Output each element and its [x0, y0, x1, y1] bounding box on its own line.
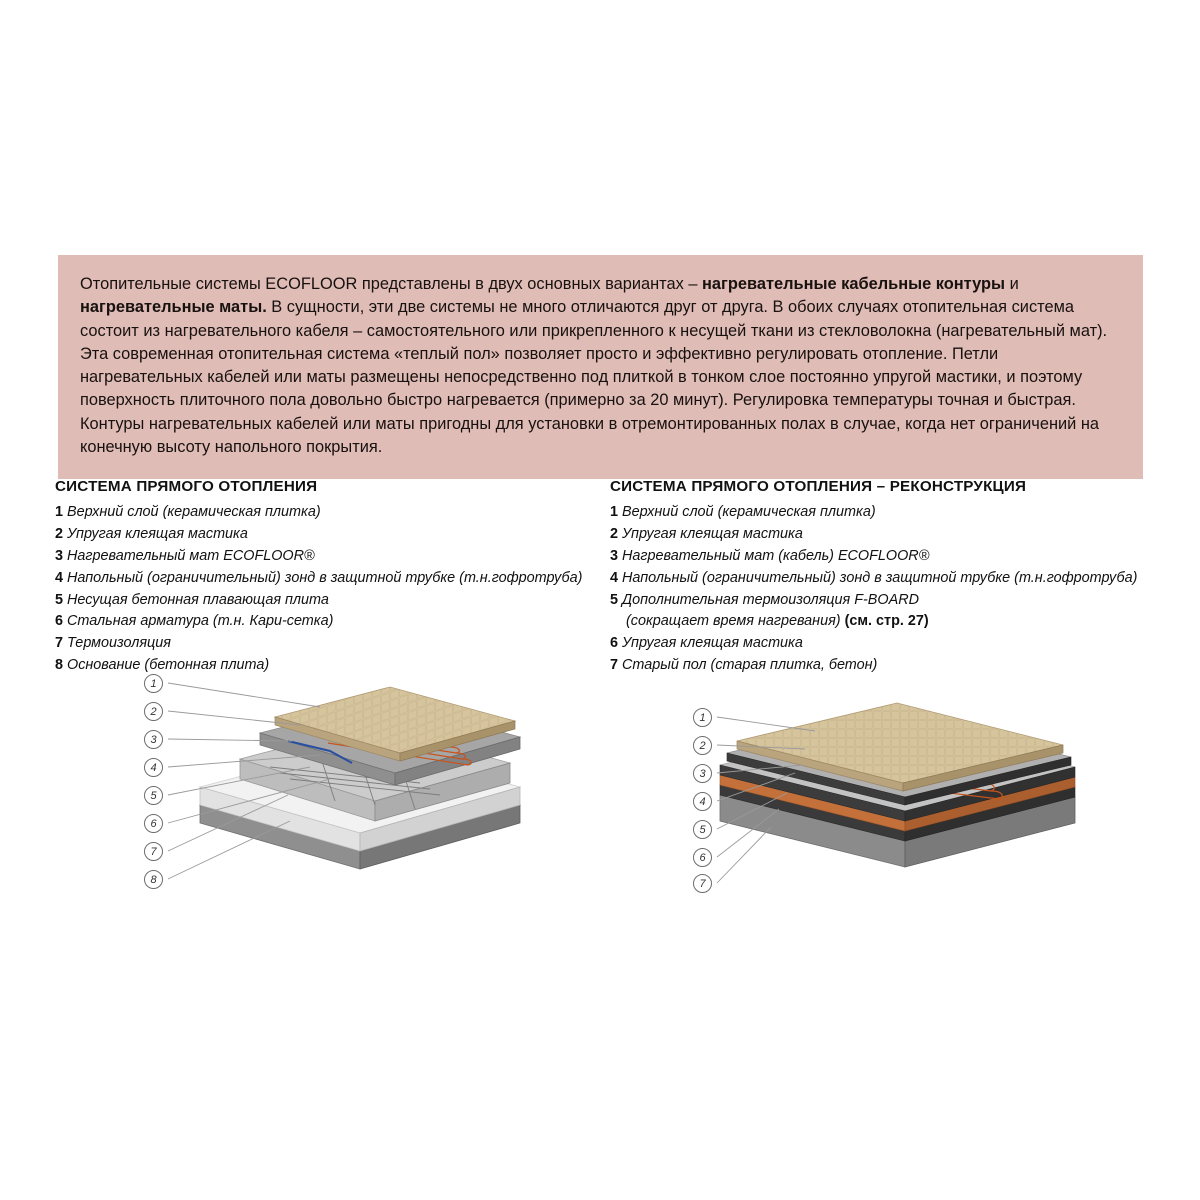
right-legend-item-number: 1	[610, 504, 619, 520]
right-callout-5: 5	[693, 820, 712, 839]
right-section-title: СИСТЕМА ПРЯМОГО ОТОПЛЕНИЯ – РЕКОНСТРУКЦИЯ	[610, 478, 1027, 495]
left-legend-item-number: 6	[55, 613, 64, 630]
intro-text-run: В сущности, эти две системы не много отличаются друг от друга. В обоих случаях отопительная система состоит из нагревательного кабеля – самостоятельного или прикрепленного к несущей ткани из стекловолокна (нагревательный мат). Эта современная отопительная система «теплый пол» позволяет просто и эффективно регулировать отопление. Петли нагревательных кабелей или маты размещены непосредственно под плиткой в тонком слое постоянно упругой мастики, и поэтому поверхность плиточного пола довольно быстро нагревается (примерно за 20 минут). Регулировка температуры точная и быстрая. Контуры нагревательных кабелей или маты пригодны для установки в отремонтированных полах в случае, когда нет ограничений на конечную высоту напольного покрытия.	[80, 298, 1108, 457]
right-legend-item	[610, 568, 1170, 590]
right-legend-item-number: 3	[610, 547, 619, 564]
right-legend-item-number: 7	[610, 657, 619, 674]
left-callout-2: 2	[144, 702, 163, 721]
right-callout-7: 7	[693, 874, 712, 893]
left-legend-item-label: Термоизоляция	[67, 635, 171, 652]
right-legend-list	[610, 502, 1170, 677]
intro-bold-run: нагревательные кабельные контуры	[702, 275, 1006, 293]
right-legend-item-number: 6	[610, 635, 619, 652]
left-diagram	[120, 655, 540, 905]
right-callout-4: 4	[693, 792, 712, 811]
right-callout-2: 2	[693, 736, 712, 755]
right-legend-item-number: 5	[610, 591, 619, 608]
left-callout-7: 7	[144, 842, 163, 861]
left-diagram-svg	[120, 655, 540, 905]
left-legend-item-label: Напольный (ограничительный) зонд в защитной трубке (т.н.гофротруба)	[67, 569, 583, 586]
right-callout-3: 3	[693, 764, 712, 783]
left-legend-item	[55, 633, 595, 655]
left-legend-item-label: Нагревательный мат ECOFLOOR®	[67, 547, 315, 564]
right-diagram	[675, 675, 1095, 905]
left-legend-item-label: Стальная арматура (т.н. Кари-сетка)	[67, 613, 334, 630]
left-callout-5: 5	[144, 786, 163, 805]
left-legend-item-number: 7	[55, 635, 64, 652]
intro-text-run: и	[1005, 275, 1019, 293]
right-legend-item-label: Упругая клеящая мастика	[622, 635, 803, 652]
right-legend-item-sublabel: (сокращает время нагревания) (см. стр. 27)	[626, 613, 929, 630]
left-legend-item-number: 8	[55, 657, 64, 674]
left-legend-item-number: 1	[55, 504, 64, 520]
left-legend-item-number: 4	[55, 569, 64, 586]
right-legend-item-label: Дополнительная термоизоляция F-BOARD	[622, 591, 919, 608]
right-legend-item	[610, 502, 1170, 524]
right-legend-item-label: Нагревательный мат (кабель) ECOFLOOR®	[622, 547, 930, 564]
right-legend-item-label: Старый пол (старая плитка, бетон)	[622, 657, 878, 674]
right-legend-item	[610, 590, 1170, 634]
left-legend-item	[55, 590, 595, 612]
left-section	[55, 478, 595, 677]
right-legend-item-number: 2	[610, 525, 619, 542]
intro-text-run: Отопительные системы ECOFLOOR представлены в двух основных вариантах –	[80, 275, 703, 293]
intro-panel	[58, 255, 1143, 479]
left-legend-item	[55, 546, 595, 568]
left-callout-1: 1	[144, 674, 163, 693]
right-section	[610, 478, 1170, 677]
left-legend-item-label: Несущая бетонная плавающая плита	[67, 591, 329, 608]
right-callout-1: 1	[693, 708, 712, 727]
intro-paragraph	[80, 273, 1121, 459]
left-legend-item	[55, 524, 595, 546]
left-callout-4: 4	[144, 758, 163, 777]
right-legend-item	[610, 546, 1170, 568]
left-legend-item	[55, 568, 595, 590]
left-legend-item-number: 2	[55, 525, 64, 542]
right-callout-6: 6	[693, 848, 712, 867]
right-legend-item-label: Верхний слой (керамическая плитка)	[622, 504, 876, 520]
left-callout-6: 6	[144, 814, 163, 833]
right-diagram-svg	[675, 675, 1095, 905]
right-legend-item-label: Напольный (ограничительный) зонд в защитной трубке (т.н.гофротруба)	[622, 569, 1138, 586]
left-legend-list	[55, 502, 595, 677]
left-legend-item-label: Упругая клеящая мастика	[67, 525, 248, 542]
left-legend-item-label: Верхний слой (керамическая плитка)	[67, 504, 321, 520]
intro-bold-run: нагревательные маты.	[80, 298, 267, 317]
right-legend-item	[610, 633, 1170, 655]
right-legend-item-number: 4	[610, 569, 619, 586]
left-callout-8: 8	[144, 870, 163, 889]
left-callout-3: 3	[144, 730, 163, 749]
left-legend-item	[55, 502, 595, 524]
right-legend-item	[610, 524, 1170, 546]
right-legend-item	[610, 655, 1170, 677]
left-section-title: СИСТЕМА ПРЯМОГО ОТОПЛЕНИЯ	[55, 478, 318, 495]
left-legend-item-number: 5	[55, 591, 64, 608]
left-legend-item-label: Основание (бетонная плита)	[67, 657, 270, 674]
left-legend-item-number: 3	[55, 547, 64, 564]
right-legend-item-label: Упругая клеящая мастика	[622, 525, 803, 542]
left-legend-item	[55, 611, 595, 633]
